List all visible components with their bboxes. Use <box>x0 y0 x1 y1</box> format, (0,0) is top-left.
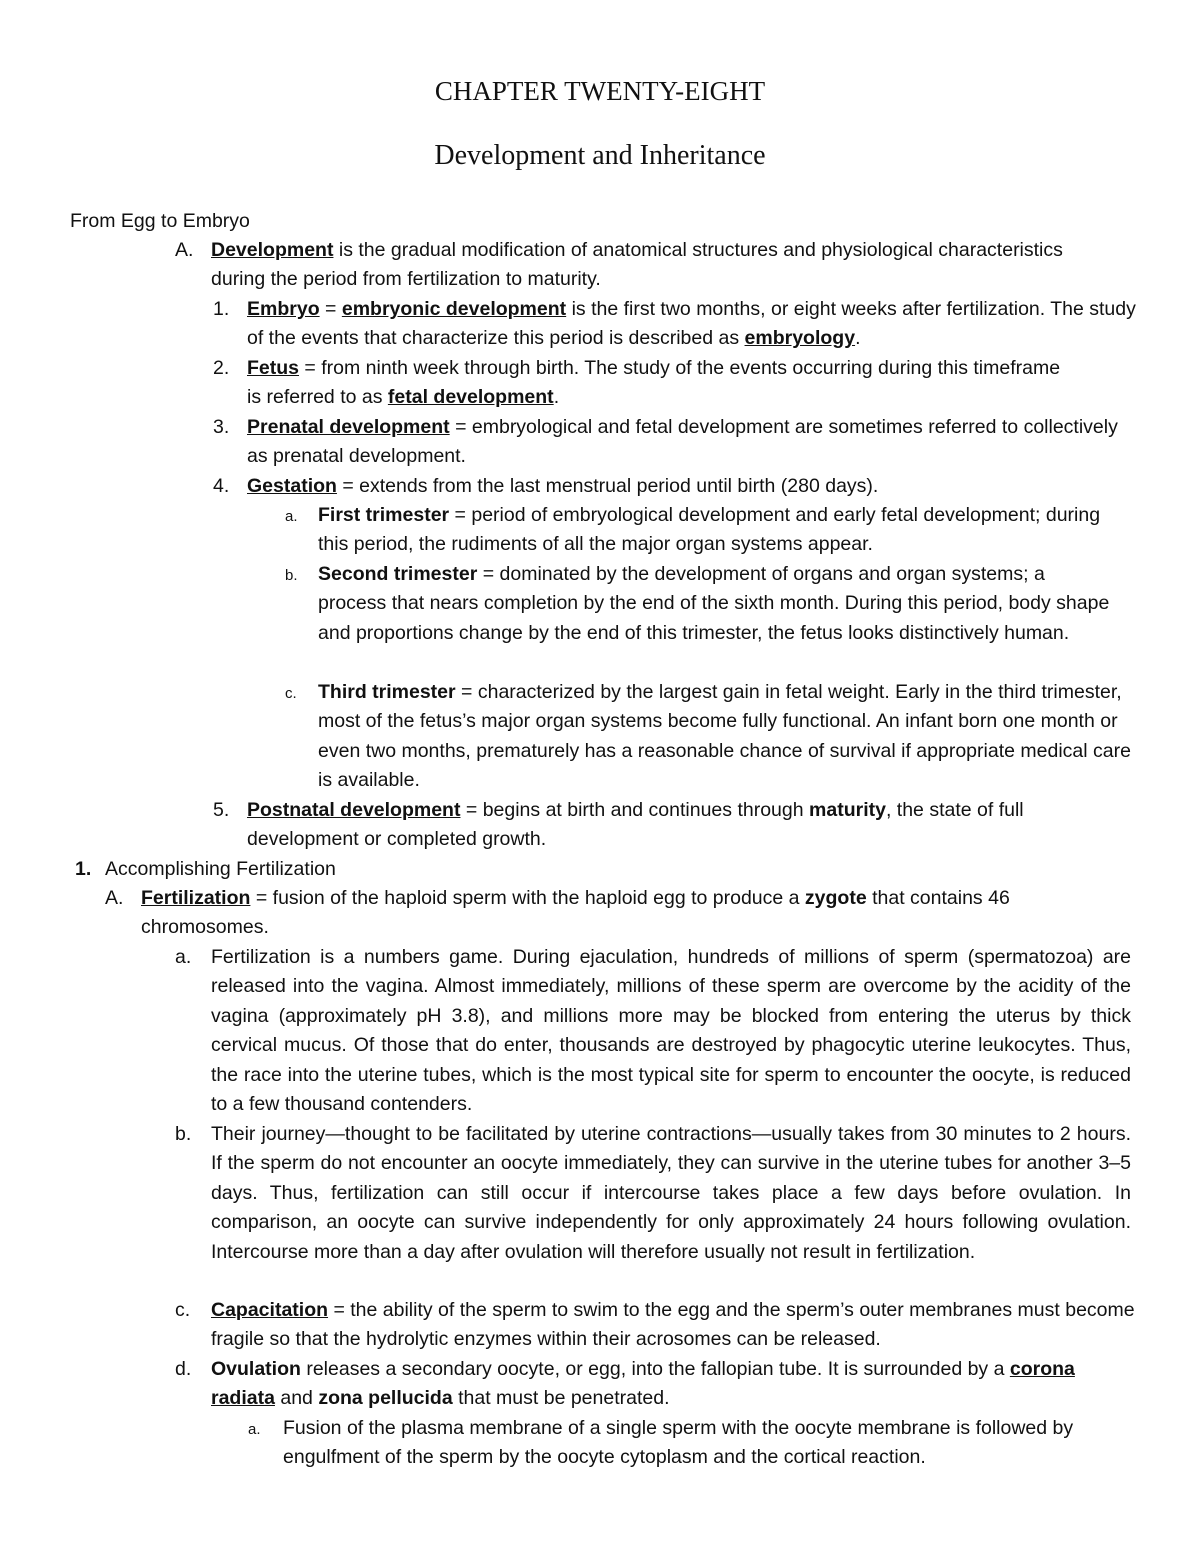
list-marker: 3. <box>213 416 230 438</box>
paragraph-text: is the gradual modification of anatomical structures and physiological characteristics during the period from fertilization to maturity. <box>211 239 1063 291</box>
section-heading-accomplishing-fertilization: Accomplishing Fertilization <box>105 858 336 880</box>
paragraph-text: . <box>553 386 560 409</box>
list-item-second-trimester <box>318 560 1118 648</box>
section-marker: 1. <box>75 858 92 880</box>
list-marker: 4. <box>213 475 230 497</box>
term-prenatal-development: Prenatal development <box>247 416 450 438</box>
term-maturity: maturity <box>809 799 886 821</box>
paragraph-text: = dominated by the development of organs and organ systems; a process that nears completion by the end of the sixth month. During this period, body shape and proportions change by the end of this trimester, the fetus looks distinctively human. <box>318 563 1110 644</box>
term-embryonic-development: embryonic development <box>341 298 567 320</box>
term-postnatal-development: Postnatal development <box>247 799 461 821</box>
list-item-gestation <box>247 472 1127 501</box>
list-marker: b. <box>175 1123 192 1145</box>
term-corona-radiata: corona radiata <box>211 1358 1075 1410</box>
list-marker: a. <box>285 508 298 525</box>
section-heading-egg-to-embryo: From Egg to Embryo <box>70 210 250 232</box>
paragraph-text: = characterized by the largest gain in fetal weight. Early in the third trimester, most of the fetus’s major organ systems become fully functional. An infant born one month or even two months, prematurely has a reasonable chance of survival if appropriate medical care is available. <box>318 681 1131 792</box>
term-second-trimester: Second trimester <box>318 563 478 585</box>
list-marker: A. <box>175 239 194 261</box>
list-item-embryo <box>247 295 1137 354</box>
list-marker: 2. <box>213 357 230 379</box>
paragraph-text: = from ninth week through birth. The study of the events occurring during this timeframe is referred to as <box>247 357 1061 409</box>
term-fetus: Fetus <box>247 357 300 379</box>
paragraph-text: = <box>319 298 342 320</box>
paragraph-fertilization <box>141 884 1133 943</box>
paragraph-text: , the state of full development or completed growth. <box>247 799 1024 851</box>
term-development: Development <box>211 239 334 261</box>
list-item-first-trimester <box>318 501 1128 560</box>
term-gestation: Gestation <box>247 475 337 497</box>
term-ovulation: Ovulation <box>211 1358 301 1380</box>
term-embryology: embryology <box>744 327 856 350</box>
paragraph-membrane-fusion: Fusion of the plasma membrane of a single sperm with the oocyte membrane is followed by engulfment of the sperm by the oocyte cytoplasm and the cortical reaction. <box>283 1417 1074 1469</box>
list-marker: a. <box>248 1421 261 1438</box>
paragraph-capacitation <box>211 1296 1136 1355</box>
list-item-prenatal <box>247 413 1127 472</box>
paragraph-text: = fusion of the haploid sperm with the haploid egg to produce a <box>250 887 805 909</box>
list-marker: c. <box>285 685 297 702</box>
paragraph-text: releases a secondary oocyte, or egg, into the fallopian tube. It is surrounded by a <box>300 1358 1010 1380</box>
paragraph-text: and <box>274 1387 319 1410</box>
paragraph-sperm-journey: Their journey—thought to be facilitated by uterine contractions—usually takes from 30 minutes to 2 hours. If the sperm do not encounter an oocyte immediately, they can survive in the uterine tubes for another 3–5 days. Thus, fertilization can still occur if intercourse takes place a few days before ovulation. In comparison, an oocyte can survive independently for only approximately 24 hours following ovulation. Intercourse more than a day after ovulation will therefore usually not result in fertilization. <box>211 1123 1131 1263</box>
list-item-postnatal <box>247 796 1107 855</box>
term-third-trimester: Third trimester <box>318 681 456 703</box>
list-marker: a. <box>175 946 192 968</box>
list-marker: A. <box>105 887 124 909</box>
term-zona-pellucida: zona pellucida <box>318 1387 453 1410</box>
term-capacitation: Capacitation <box>211 1299 329 1321</box>
chapter-subtitle: Development and Inheritance <box>434 140 766 171</box>
paragraph-text: that must be penetrated. <box>452 1387 670 1410</box>
term-fertilization: Fertilization <box>141 887 251 909</box>
chapter-title: CHAPTER TWENTY-EIGHT <box>434 76 766 106</box>
paragraph-text: that contains 46 chromosomes. <box>141 887 1010 939</box>
term-first-trimester: First trimester <box>318 504 450 526</box>
list-marker: 5. <box>213 799 230 821</box>
paragraph-text: . <box>855 327 861 350</box>
paragraph-text: = period of embryological development and early fetal development; during this period, the rudiments of all the major organ systems appear. <box>318 504 1101 556</box>
paragraph-text: = the ability of the sperm to swim to the egg and the sperm’s outer membranes must become fragile so that the hydrolytic enzymes within their acrosomes can be released. <box>211 1299 1135 1351</box>
term-fetal-development: fetal development <box>387 386 554 409</box>
paragraph-text: is the first two months, or eight weeks after fertilization. The study of the events that characterize this period is described as <box>247 298 1136 350</box>
paragraph-ovulation <box>211 1355 1111 1414</box>
paragraph-numbers-game: Fertilization is a numbers game. During ejaculation, hundreds of millions of sperm (spermatozoa) are released into the vagina. Almost immediately, millions of these sperm are overcome by the acidity of the vagina (approximately pH 3.8), and millions more may be blocked from entering the uterus by thick cervical mucus. Of those that do enter, thousands are destroyed by phagocytic uterine leukocytes. Thus, the race into the uterine tubes, which is the most typical site for sperm to encounter the oocyte, is reduced to a few thousand contenders. <box>211 946 1131 1116</box>
paragraph-text: = embryological and fetal development are sometimes referred to collectively as prenatal development. <box>247 416 1118 468</box>
list-marker: c. <box>175 1299 191 1321</box>
list-marker: b. <box>285 567 298 584</box>
list-marker: d. <box>175 1358 192 1380</box>
list-item-third-trimester <box>318 678 1133 796</box>
list-item-fetus <box>247 354 1077 413</box>
paragraph-development <box>211 236 1111 295</box>
list-marker: 1. <box>213 298 230 320</box>
paragraph-text: = extends from the last menstrual period until birth (280 days). <box>336 475 879 497</box>
paragraph-text: = begins at birth and continues through <box>460 799 810 821</box>
term-zygote: zygote <box>804 887 867 909</box>
term-embryo: Embryo <box>247 298 320 320</box>
